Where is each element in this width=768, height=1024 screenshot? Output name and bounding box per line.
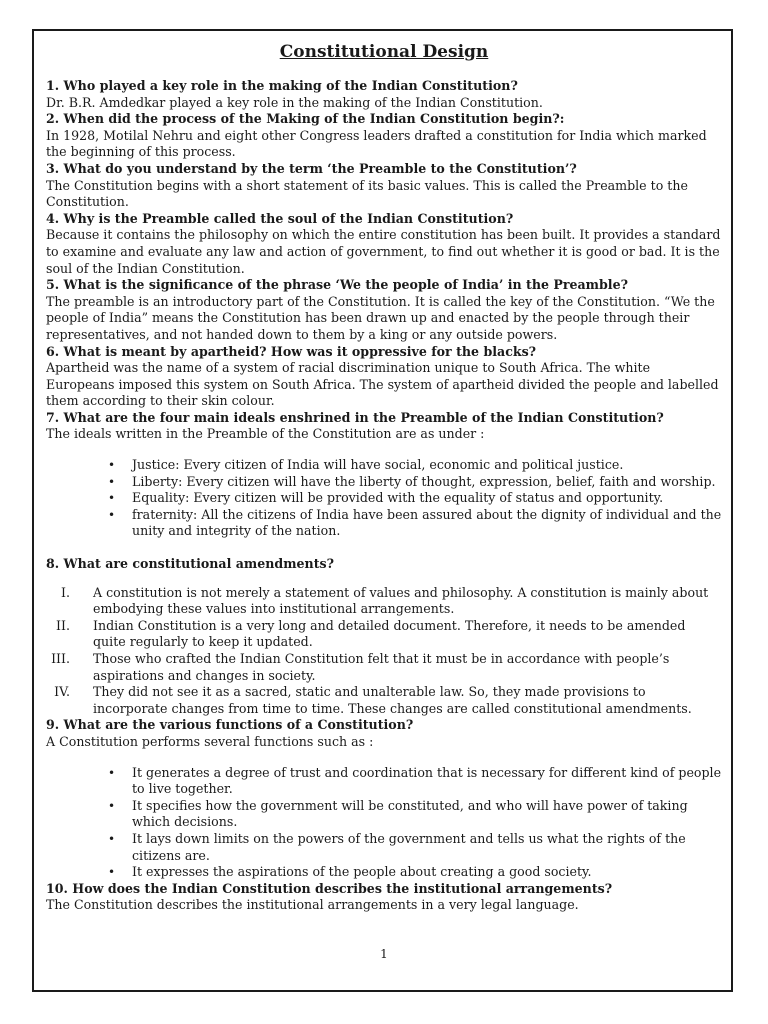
answer-4: Because it contains the philosophy on which the entire constitution has been built. It provides a standard to examine and evaluate any law and action of government, to find out whether it is good or bad. It is the soul of the Indian Constitution.	[46, 227, 721, 276]
list-item: • It expresses the aspirations of the people about creating a good society.	[132, 864, 722, 881]
list-item: • Justice: Every citizen of India will have social, economic and political justice.	[132, 457, 722, 474]
list-item: • It lays down limits on the powers of the government and tells us what the rights of the citizens are.	[132, 831, 722, 864]
roman-numeral: IV.	[54, 684, 70, 700]
list-item	[61, 584, 722, 618]
question-9: 9. What are the various functions of a Constitution?	[46, 717, 414, 733]
roman-numeral: III.	[51, 651, 70, 666]
question-5: 5. What is the significance of the phrase ‘We the people of India’ in the Preamble?	[46, 277, 628, 293]
list-item-text: They did not see it as a sacred, static and unalterable law. So, they made provisions to incorporate changes from time to time. These changes are called constitutional amendments.	[93, 684, 692, 716]
list-item	[56, 617, 722, 651]
answer-5: The preamble is an introductory part of the Constitution. It is called the key of the Constitution. “We the people of India” means the Constitution has been drawn up and enacted by the people through their representatives, and not handed down to them by a king or any outside powers.	[46, 293, 715, 342]
answer-9: A Constitution performs several functions such as :	[46, 733, 374, 749]
list-item	[51, 651, 722, 684]
list-item: • It specifies how the government will be constituted, and who will have power of taking which decisions.	[132, 798, 722, 831]
answer-6: Apartheid was the name of a system of racial discrimination unique to South Africa. The white Europeans imposed this system on South Africa. The system of apartheid divided the people and labelled them according to their skin colour.	[46, 360, 719, 409]
answer-2: In 1928, Motilal Nehru and eight other Congress leaders drafted a constitution for India which marked the beginning of this process.	[46, 127, 707, 160]
question-3: 3. What do you understand by the term ‘the Preamble to the Constitution’?	[46, 160, 577, 176]
answer-1: Dr. B.R. Amdedkar played a key role in the making of the Indian Constitution.	[46, 94, 543, 110]
question-10: 10. How does the Indian Constitution describes the institutional arrangements?	[46, 880, 613, 896]
question-6: 6. What is meant by apartheid? How was it oppressive for the blacks?	[46, 343, 537, 359]
list-item-text: A constitution is not merely a statement of values and philosophy. A constitution is mainly about embodying these values into institutional arrangements.	[93, 584, 709, 617]
page-number: 1	[380, 947, 388, 961]
list-item: • It generates a degree of trust and coordination that is necessary for different kind of people to live together.	[132, 765, 722, 798]
list-item-text: Those who crafted the Indian Constitution felt that it must be in accordance with people’s aspirations and changes in society.	[93, 651, 670, 683]
page-title: Constitutional Design	[279, 42, 489, 62]
question-1: 1. Who played a key role in the making of the Indian Constitution?	[46, 78, 518, 93]
roman-numeral: II.	[56, 617, 70, 633]
question-4: 4. Why is the Preamble called the soul of the Indian Constitution?	[46, 210, 514, 226]
answer-3: The Constitution begins with a short statement of its basic values. This is called the Preamble to the Constitution.	[46, 177, 688, 210]
list-item: • Equality: Every citizen will be provided with the equality of status and opportunity.	[132, 490, 722, 507]
functions-list	[46, 765, 722, 881]
list-item	[54, 684, 722, 717]
question-8: 8. What are constitutional amendments?	[46, 556, 335, 572]
answer-7: The ideals written in the Preamble of the Constitution are as under :	[46, 426, 485, 442]
list-item: • fraternity: All the citizens of India have been assured about the dignity of individual and the unity and integrity of the nation.	[132, 507, 722, 540]
amendments-list	[46, 585, 722, 718]
answer-10: The Constitution describes the institutional arrangements in a very legal language.	[46, 897, 579, 913]
ideals-list	[46, 457, 722, 540]
question-2: 2. When did the process of the Making of the Indian Constitution begin?:	[46, 111, 565, 127]
roman-numeral: I.	[61, 584, 70, 600]
question-7: 7. What are the four main ideals enshrined in the Preamble of the Indian Constitution?	[46, 409, 664, 425]
document-body	[46, 40, 722, 914]
list-item: • Liberty: Every citizen will have the liberty of thought, expression, belief, faith and worship.	[132, 474, 722, 491]
list-item-text: Indian Constitution is a very long and detailed document. Therefore, it needs to be amended quite regularly to keep it updated.	[93, 617, 686, 650]
